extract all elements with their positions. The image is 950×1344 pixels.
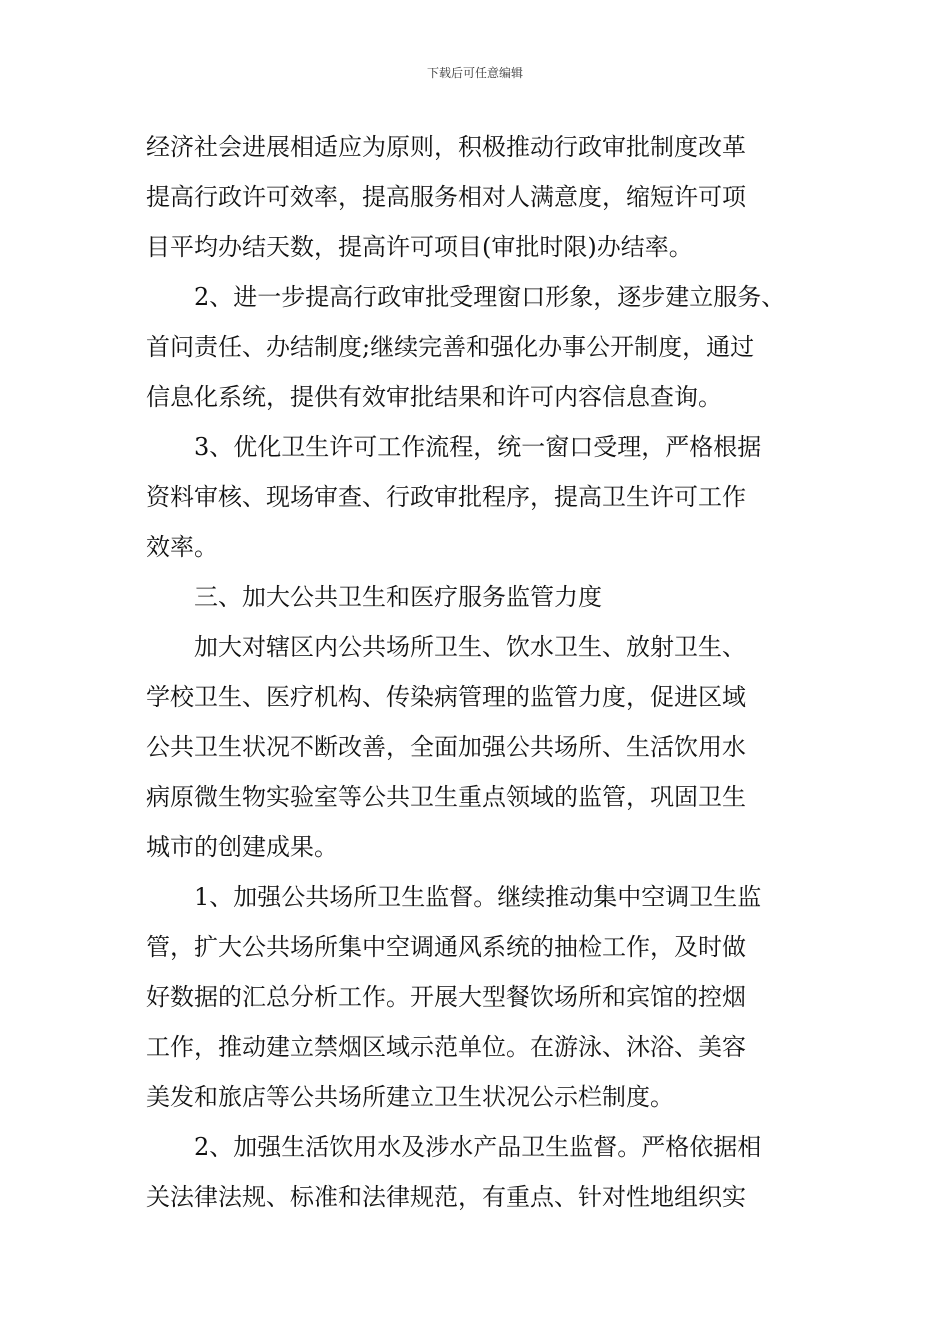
body-line: 关法律法规、标准和法律规范，有重点、针对性地组织实 [146,1183,746,1211]
body-line: 3、优化卫生许可工作流程，统一窗口受理，严格根据 [146,433,762,461]
section-heading: 三、加大公共卫生和医疗服务监管力度 [146,583,602,611]
body-line: 2、进一步提高行政审批受理窗口形象，逐步建立服务、 [146,283,786,311]
body-line: 公共卫生状况不断改善，全面加强公共场所、生活饮用水 [146,733,746,761]
body-line: 信息化系统，提供有效审批结果和许可内容信息查询。 [146,383,722,411]
body-line: 提高行政许可效率，提高服务相对人满意度，缩短许可项 [146,183,746,211]
body-line: 加大对辖区内公共场所卫生、饮水卫生、放射卫生、 [146,633,746,661]
body-line: 学校卫生、医疗机构、传染病管理的监管力度，促进区域 [146,683,746,711]
page-header: 下载后可任意编辑 [426,66,523,80]
body-line: 首问责任、办结制度;继续完善和强化办事公开制度，通过 [146,333,755,361]
body-line: 1、加强公共场所卫生监督。继续推动集中空调卫生监 [146,883,762,911]
body-line: 工作，推动建立禁烟区域示范单位。在游泳、沐浴、美容 [146,1033,746,1061]
body-line: 好数据的汇总分析工作。开展大型餐饮场所和宾馆的控烟 [146,983,746,1011]
body-line: 管，扩大公共场所集中空调通风系统的抽检工作，及时做 [146,933,746,961]
body-line: 目平均办结天数，提高许可项目(审批时限)办结率。 [146,233,693,261]
body-line: 资料审核、现场审查、行政审批程序，提高卫生许可工作 [146,483,746,511]
body-line: 经济社会进展相适应为原则，积极推动行政审批制度改革 [146,133,746,161]
body-line: 城市的创建成果。 [146,833,338,861]
body-line: 病原微生物实验室等公共卫生重点领域的监管，巩固卫生 [146,783,746,811]
body-line: 美发和旅店等公共场所建立卫生状况公示栏制度。 [146,1083,674,1111]
body-line: 2、加强生活饮用水及涉水产品卫生监督。严格依据相 [146,1133,762,1161]
body-line: 效率。 [146,533,218,561]
